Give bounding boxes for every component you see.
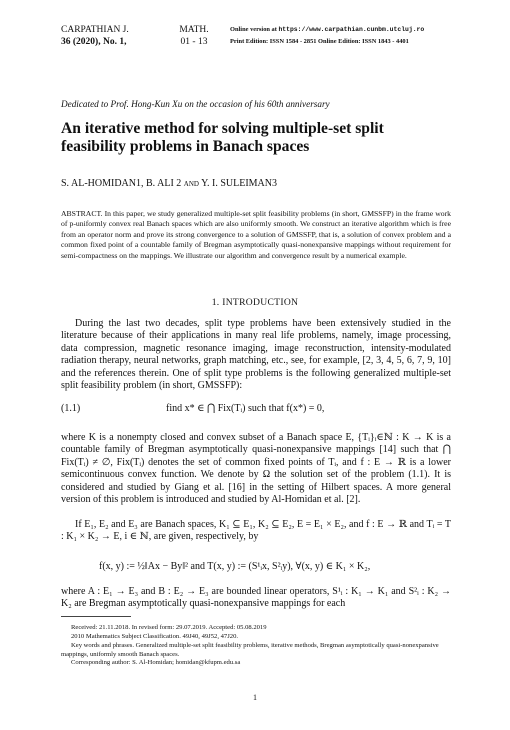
equation-1-1-text: find x* ∈ ⋂ Fix(Tᵢ) such that f(x*) = 0,: [166, 403, 325, 414]
intro-paragraph-2: where K is a nonempty closed and convex subset of a Banach space E, {Tᵢ}ᵢ∈ℕ : K → K is a countable family of Bregman asymptotically quasi-nonexpansive mappings [14] such that ⋂ Fix(Tᵢ) ≠ ∅, Fix(Tᵢ) denotes the set of common fixed points of Tᵢ, and f : E → ℝ is a lower semicontinuous convex function. We denote by Ω the solution set of the problem (1.1). It is considered and studied by Giang et al. [16] in the setting of Hilbert spaces. A more general version of this problem is introduced and studied by Al-Homidan et al. [2].: [61, 432, 451, 506]
abstract-text: In this paper, we study generalized multiple-set split feasibility problems (in short, GMSSFP) in the frame work of p-uniformly convex real Banach spaces which are also uniformly smooth. We construct an iterative algorithm which is free from an operator norm and prove its strong convergence to a solution of GMSSFP, that is, a solution of convex problem and a common fixed point of a countable family of Bregman asymptotically quasi-nonexpansive mappings without requirement for semi-compactness on the mappings. We illustrate our algorithm and convergence result by a numerical example.: [61, 209, 451, 260]
journal-math: MATH.: [179, 25, 209, 35]
authors: S. AL-HOMIDAN1, B. ALI 2 and Y. I. SULEIMAN3: [61, 178, 278, 189]
equation-label: (1.1): [61, 403, 81, 414]
issn-info: Print Edition: ISSN 1584 - 2851 Online Edition: ISSN 1843 - 4401: [230, 38, 409, 45]
abstract: [61, 209, 451, 261]
journal-name: CARPATHIAN J.: [61, 25, 129, 35]
footnote-keywords: Key words and phrases. Generalized multiple-set split feasibility problems, iterative methods, Bregman asymptotically quasi-nonexpansive mappings, uniformly smooth Banach spaces.: [61, 642, 439, 658]
footnote-corresponding: Corresponding author: S. Al-Homidan; homidan@kfupm.edu.sa: [71, 659, 241, 666]
footnote-msc: 2010 Mathematics Subject Classification. 49J40, 49J52, 47J20.: [71, 633, 239, 640]
online-url-link[interactable]: https://www.carpathian.cunbm.utcluj.ro: [278, 26, 425, 33]
paper-title: An iterative method for solving multiple-set split feasibility problems in Banach spaces: [61, 120, 384, 155]
journal-header: [61, 24, 129, 48]
journal-volume: 36 (2020), No. 1,: [61, 37, 127, 47]
footnote-received: Received: 21.11.2018. In revised form: 29.07.2019. Accepted: 05.08.2019: [71, 624, 267, 631]
journal-pages: 01 - 13: [180, 37, 208, 47]
page-number: 1: [253, 693, 257, 702]
equation-definitions-text: f(x, y) := ½‖Ax − By‖² and T(x, y) := (S¹ᵢx, S²ᵢy), ∀(x, y) ∈ K₁ × K₂,: [99, 561, 371, 572]
intro-paragraph-1: During the last two decades, split type problems have been extensively studied in the literature because of their applications in many real life problems, namely, image processing, data compression, magnetic resonance imaging, image reconstruction, intensity-modulated radiation therapy, neural networks, graph matching, etc., see, for example, [2, 3, 4, 5, 6, 7, 9, 10] and the references therein. One of split type problems is the following generalized multiple-set split feasibility problem (in short, GMSSFP):: [61, 318, 451, 392]
dedication: Dedicated to Prof. Hong-Kun Xu on the occasion of his 60th anniversary: [61, 99, 330, 109]
section-heading: 1. INTRODUCTION: [211, 297, 299, 308]
footnote-rule: [61, 616, 131, 617]
journal-math-header: [174, 24, 214, 48]
intro-paragraph-4: where A : E₁ → E₃ and B : E₂ → E₃ are bounded linear operators, S¹ᵢ : K₁ → K₁ and S²ᵢ : K₂ → K₂ are Bregman asymptotically quasi-nonexpansive mappings for each: [61, 586, 451, 610]
abstract-label: ABSTRACT.: [61, 209, 103, 218]
journal-online-info: [230, 24, 424, 48]
online-prefix: Online version at: [230, 26, 279, 33]
equation-definitions: [61, 553, 451, 581]
intro-paragraph-3: If E₁, E₂ and E₃ are Banach spaces, K₁ ⊆ E₁, K₂ ⊆ E₂, E = E₁ × E₂, and f : E → ℝ and Tᵢ = T : K₁ × K₂ → E, i ∈ ℕ, are given, respectively, by: [61, 519, 451, 543]
